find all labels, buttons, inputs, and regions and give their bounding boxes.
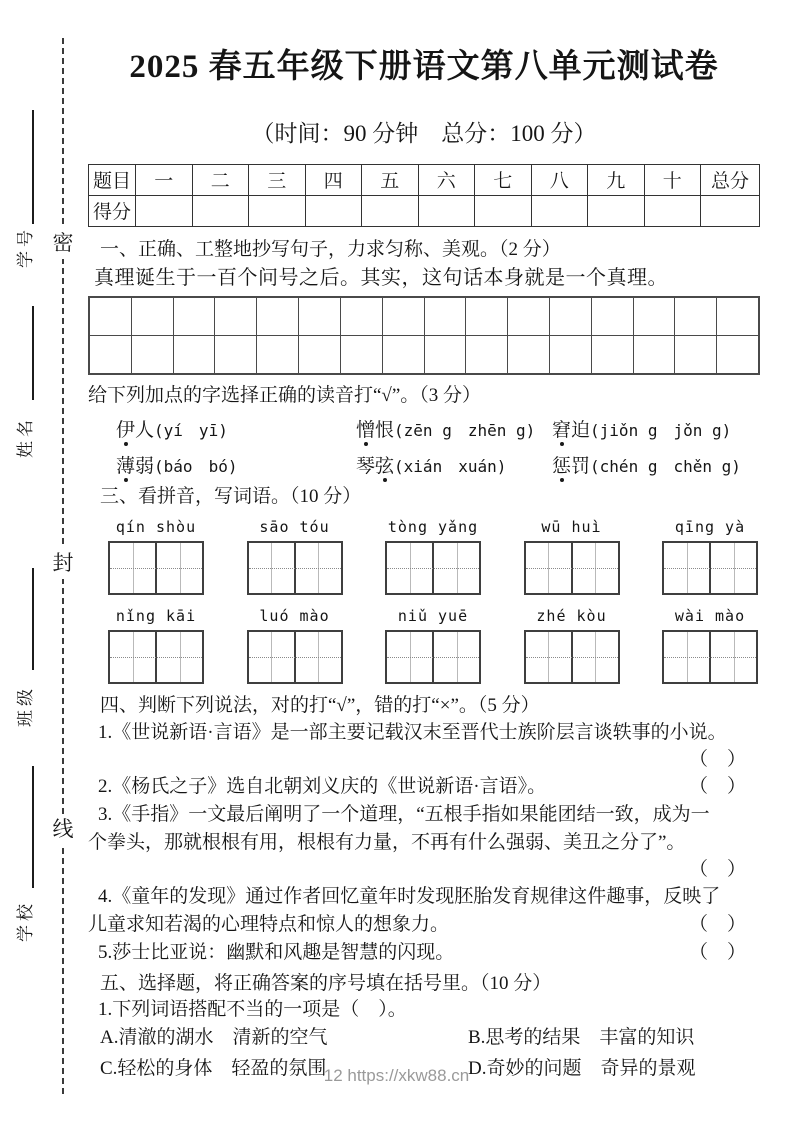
judgment-text: 儿童求知若渴的心理特点和惊人的想象力。 — [88, 913, 450, 935]
score-header-cell: 二 — [192, 164, 249, 195]
option-b: B.思考的结果 丰富的知识 — [468, 1026, 695, 1048]
answer-bracket: （ ） — [688, 775, 746, 797]
score-empty-cell — [362, 195, 419, 226]
grid-cell — [508, 336, 550, 373]
pinyin-label: zhé kòu — [536, 606, 607, 625]
pinyin-word — [108, 516, 204, 595]
pinyin-label: luó mào — [259, 606, 330, 625]
score-header-cell: 三 — [249, 164, 306, 195]
score-empty-cell — [136, 195, 193, 226]
grid-cell — [174, 336, 216, 373]
pinyin-label: wài mào — [674, 606, 746, 625]
score-empty-cell — [418, 195, 475, 226]
score-empty-cell — [249, 195, 306, 226]
judgment-item — [88, 883, 760, 939]
pinyin-label: qín shòu — [115, 517, 197, 536]
dotted-char: 伊 — [116, 419, 136, 441]
pinyin-label: niǔ yuē — [397, 606, 469, 625]
grid-cell — [592, 298, 634, 335]
seal-char-feng: 封 — [51, 548, 76, 579]
grid-cell — [90, 336, 132, 373]
score-header-cell: 四 — [305, 164, 362, 195]
pinyin-choices: (jiǒn g jǒn g) — [590, 420, 732, 440]
pronunciation-item: 窘迫(jiǒn g jǒn g) — [552, 419, 732, 441]
class-blank-line — [32, 568, 34, 670]
pinyin-label: nǐng kāi — [115, 606, 197, 625]
judgment-text: 4.《童年的发现》通过作者回忆童年时发现胚胎发育规律这件趣事，反映了 — [98, 885, 721, 907]
grid-cell — [550, 336, 592, 373]
pinyin-choices: (xián xuán) — [394, 456, 507, 476]
grid-cell — [341, 298, 383, 335]
pronunciation-item: 琴弦(xián xuán) — [356, 455, 507, 477]
section1-heading: 一、正确、工整地抄写句子，力求匀称、美观。（2 分） — [100, 238, 561, 260]
writing-box — [662, 541, 758, 595]
grid-cell — [90, 298, 132, 335]
paper-content — [88, 0, 760, 1083]
student-id-blank-line — [32, 110, 34, 224]
writing-box — [247, 630, 343, 684]
pinyin-choices: (báo bó) — [154, 456, 238, 476]
section3-heading: 三、看拼音，写词语。（10 分） — [100, 485, 362, 507]
score-header-cell: 七 — [475, 164, 532, 195]
answer-bracket: （ ） — [688, 941, 746, 963]
name-blank-line — [32, 306, 34, 400]
grid-cell — [383, 298, 425, 335]
grid-cell — [383, 336, 425, 373]
dotted-char: 窘 — [552, 419, 572, 441]
pinyin-word — [247, 516, 343, 595]
grid-cell — [299, 298, 341, 335]
answer-bracket: （ ） — [688, 748, 746, 770]
grid-cell — [508, 298, 550, 335]
judgment-item — [88, 773, 760, 801]
section5-heading: 五、选择题，将正确答案的序号填在括号里。（10 分） — [100, 972, 552, 994]
score-table — [88, 164, 760, 227]
pinyin-word — [247, 605, 343, 684]
grid-cell — [550, 298, 592, 335]
score-header-cell: 六 — [418, 164, 475, 195]
pinyin-label: qīng yà — [674, 517, 746, 536]
grid-cell — [675, 298, 717, 335]
school-label: 学校 — [16, 900, 35, 942]
pinyin-word — [108, 605, 204, 684]
writing-box — [385, 541, 481, 595]
grid-cell — [299, 336, 341, 373]
writing-box — [385, 630, 481, 684]
pronunciation-grid — [88, 415, 760, 478]
pronunciation-item: 伊人(yí yī) — [116, 419, 228, 441]
score-empty-cell — [588, 195, 645, 226]
writing-box — [524, 541, 620, 595]
pinyin-word — [385, 516, 481, 595]
grid-cell — [174, 298, 216, 335]
pinyin-label: tòng yǎng — [387, 517, 479, 536]
pinyin-choices: (zēn g zhēn g) — [394, 420, 536, 440]
score-empty-cell — [475, 195, 532, 226]
pinyin-label: wū huì — [541, 517, 602, 536]
score-empty-cell — [531, 195, 588, 226]
judgment-item — [88, 801, 760, 883]
dotted-char: 弦 — [375, 455, 395, 477]
answer-bracket: （ ） — [688, 858, 746, 880]
pinyin-choices: (chén g chěn g) — [590, 456, 741, 476]
score-row-label: 得分 — [89, 195, 136, 226]
score-empty-cell — [192, 195, 249, 226]
student-id-label: 学号 — [16, 226, 35, 268]
grid-cell — [132, 336, 174, 373]
copy-writing-grid — [88, 296, 760, 375]
option-d: D.奇妙的问题 奇异的景观 — [468, 1057, 696, 1079]
grid-cell — [425, 336, 467, 373]
choice-question: 1.下列词语搭配不当的一项是（ ）。 — [98, 998, 407, 1020]
judgment-text: 1.《世说新语·言语》是一部主要记载汉末至晋代士族阶层言谈轶事的小说。 — [98, 721, 727, 743]
score-header-cell: 题目 — [89, 164, 136, 195]
pinyin-word — [662, 605, 758, 684]
school-blank-line — [32, 766, 34, 888]
score-header-cell: 十 — [644, 164, 701, 195]
grid-cell — [215, 298, 257, 335]
judgment-item — [88, 939, 760, 967]
copy-grid-row — [90, 298, 758, 336]
pinyin-word — [662, 516, 758, 595]
class-label: 班级 — [16, 685, 35, 727]
pinyin-choices: (yí yī) — [154, 420, 228, 440]
judgment-item — [88, 719, 760, 773]
writing-box — [108, 541, 204, 595]
grid-cell — [717, 298, 758, 335]
pronunciation-item: 惩罚(chén g chěn g) — [552, 455, 741, 477]
judgment-text: 个拳头，那就根根有用，根根有力量，不再有什么强弱、美丑之分了”。 — [88, 831, 686, 853]
grid-cell — [717, 336, 758, 373]
judgment-text: 3.《手指》一文最后阐明了一个道理，“五根手指如果能团结一致，成为一 — [98, 803, 710, 825]
score-header-cell: 八 — [531, 164, 588, 195]
grid-cell — [215, 336, 257, 373]
score-header-cell: 总分 — [701, 164, 760, 195]
score-header-cell: 九 — [588, 164, 645, 195]
grid-cell — [257, 298, 299, 335]
grid-cell — [675, 336, 717, 373]
writing-box — [524, 630, 620, 684]
dotted-char: 惩 — [552, 455, 572, 477]
pinyin-label: sāo tóu — [259, 517, 330, 536]
pronunciation-item: 薄弱(báo bó) — [116, 455, 238, 477]
grid-cell — [634, 298, 676, 335]
writing-box — [247, 541, 343, 595]
grid-cell — [592, 336, 634, 373]
score-header-cell: 五 — [362, 164, 419, 195]
option-c: C.轻松的身体 轻盈的氛围 — [100, 1057, 327, 1079]
section1-sentence: 真理诞生于一百个问号之后。其实，这句话本身就是一个真理。 — [94, 266, 668, 289]
score-empty-cell — [305, 195, 362, 226]
grid-cell — [425, 298, 467, 335]
paper-title: 2025 春五年级下册语文第八单元测试卷 — [129, 49, 719, 85]
writing-box — [662, 630, 758, 684]
section4-heading: 四、判断下列说法，对的打“√”，错的打“×”。（5 分） — [100, 694, 540, 716]
score-empty-cell — [644, 195, 701, 226]
copy-grid-row — [90, 336, 758, 373]
pronunciation-item: 憎恨(zēn g zhēn g) — [356, 419, 536, 441]
dotted-char: 薄 — [116, 455, 136, 477]
footer-watermark: 12 https://xkw88.cn — [323, 1066, 470, 1085]
pinyin-word-row — [88, 605, 760, 684]
grid-cell — [466, 298, 508, 335]
seal-char-xian: 线 — [51, 814, 76, 845]
answer-bracket: （ ） — [688, 913, 746, 935]
writing-box — [108, 630, 204, 684]
dotted-char: 憎 — [356, 419, 376, 441]
pinyin-word — [524, 605, 620, 684]
paper-subtitle: （时间：90 分钟 总分：100 分） — [251, 120, 597, 146]
name-label: 姓名 — [16, 416, 35, 458]
section2-heading: 给下列加点的字选择正确的读音打“√”。（3 分） — [88, 384, 482, 406]
judgment-text: 2.《杨氏之子》选自北朝刘义庆的《世说新语·言语》。 — [98, 775, 547, 797]
score-table-header-row — [89, 164, 760, 195]
seal-char-mi: 密 — [51, 228, 76, 259]
pinyin-word-row — [88, 516, 760, 595]
score-table-score-row — [89, 195, 760, 226]
score-empty-cell — [701, 195, 760, 226]
grid-cell — [341, 336, 383, 373]
grid-cell — [257, 336, 299, 373]
pinyin-word — [524, 516, 620, 595]
grid-cell — [132, 298, 174, 335]
pinyin-word — [385, 605, 481, 684]
grid-cell — [634, 336, 676, 373]
option-a: A.清澈的湖水 清新的空气 — [100, 1026, 328, 1048]
judgment-text: 5.莎士比亚说：幽默和风趣是智慧的闪现。 — [98, 941, 455, 963]
grid-cell — [466, 336, 508, 373]
score-header-cell: 一 — [136, 164, 193, 195]
